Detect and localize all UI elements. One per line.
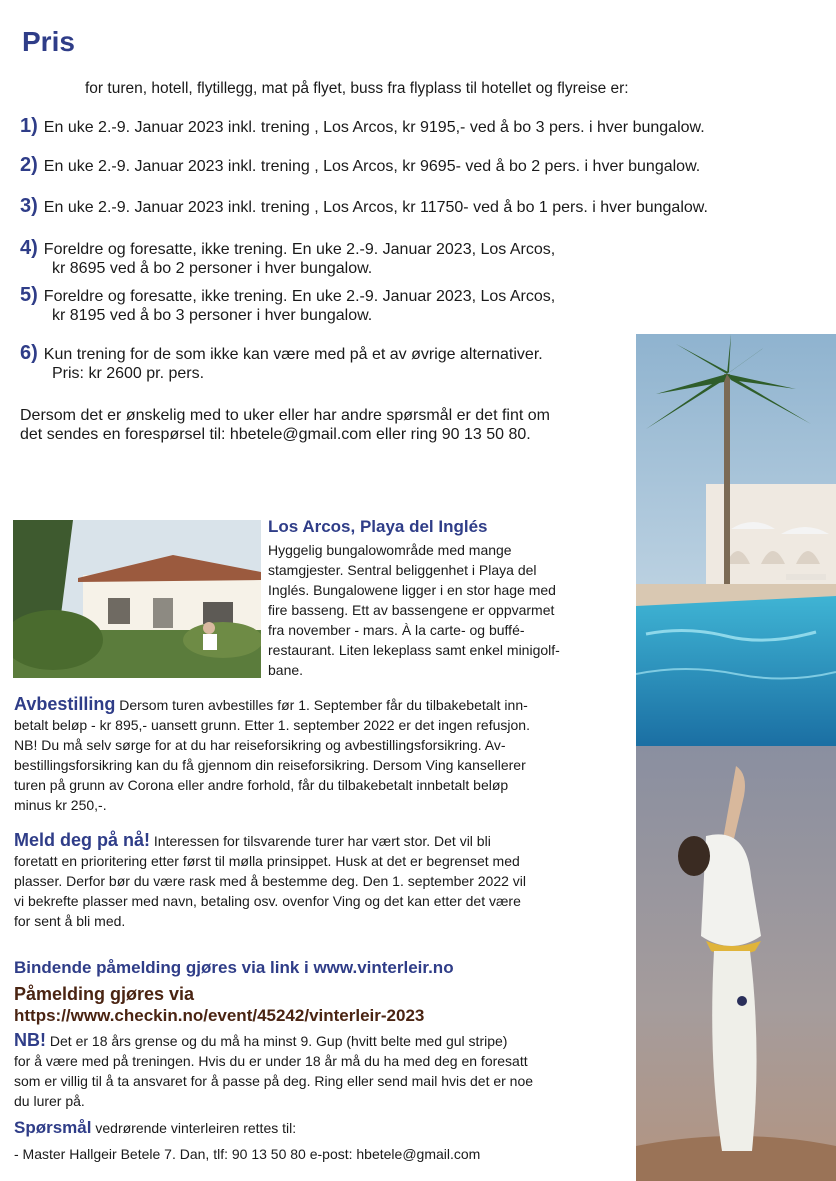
option-number: 1) — [20, 115, 38, 137]
karate-kick-photo — [636, 746, 836, 1181]
option-text: Foreldre og foresatte, ikke trening. En uke 2.-9. Januar 2023, Los Arcos, — [43, 288, 556, 305]
hotel-heading: Los Arcos, Playa del Inglés — [268, 517, 488, 536]
questions-section — [14, 1118, 296, 1138]
contact-note — [20, 406, 550, 444]
page-title: Pris — [22, 26, 75, 57]
cancellation-line: bestillingsforsikring kan du få gjennom din reiseforsikring. Dersom Ving kansellerer — [14, 757, 526, 773]
nb-line: som er villig til å ta ansvaret for å passe på deg. Ring eller send mail hvis det er noe — [14, 1073, 534, 1089]
cancellation-line: minus kr 250,-. — [14, 797, 107, 813]
option-text: En uke 2.-9. Januar 2023 inkl. trening , Los Arcos, kr 9195,- ved å bo 3 pers. i hver bungalow. — [43, 119, 705, 136]
option-text: kr 8195 ved å bo 3 personer i hver bungalow. — [52, 307, 373, 324]
signup-label: Meld deg på nå! — [14, 830, 151, 850]
cancellation-label: Avbestilling — [14, 694, 116, 714]
binding-registration: Bindende påmelding gjøres via link i www.vinterleir.no — [14, 958, 454, 977]
register-label: Påmelding gjøres via — [14, 984, 195, 1004]
signup-text: Interessen for tilsvarende turer har vært stor. Det vil bli — [150, 833, 491, 849]
nb-text: Det er 18 års grense og du må ha minst 9. Gup (hvitt belte med gul stripe) — [46, 1033, 508, 1049]
nb-line: for å være med på treningen. Hvis du er under 18 år må du ha med deg en foresatt — [14, 1053, 528, 1069]
signup-line: foretatt en prioritering etter først til mølla prinsippet. Husk at det er begrenset med — [14, 853, 520, 869]
option-3 — [20, 197, 708, 217]
hotel-line: stamgjester. Sentral beliggenhet i Playa del — [268, 562, 537, 578]
contact-line: - Master Hallgeir Betele 7. Dan, tlf: 90 13 50 80 e-post: hbetele@gmail.com — [14, 1146, 481, 1162]
nb-line: du lurer på. — [14, 1093, 85, 1109]
option-text: En uke 2.-9. Januar 2023 inkl. trening , Los Arcos, kr 11750- ved å bo 1 pers. i hver bungalow. — [43, 199, 708, 216]
cancellation-text: Dersom turen avbestilles før 1. September får du tilbakebetalt inn- — [115, 697, 528, 713]
signup-line: vi bekrefte plasser med navn, betaling osv. ovenfor Ving og det kan etter det være — [14, 893, 521, 909]
cancellation-line: betalt beløp - kr 895,- uansett grunn. Etter 1. september 2022 er det ingen refusjon. — [14, 717, 530, 733]
option-1 — [20, 117, 705, 137]
nb-section — [14, 1030, 626, 1111]
register-link[interactable]: https://www.checkin.no/event/45242/vinterleir-2023 — [14, 1006, 425, 1025]
option-5 — [20, 286, 555, 325]
hotel-description — [268, 540, 560, 680]
signup-line: for sent å bli med. — [14, 913, 126, 929]
hotel-line: bane. — [268, 662, 304, 678]
option-number: 4) — [20, 237, 38, 259]
contact-note-line: Dersom det er ønskelig med to uker eller har andre spørsmål er det fint om — [20, 407, 550, 424]
option-text: Foreldre og foresatte, ikke trening. En uke 2.-9. Januar 2023, Los Arcos, — [43, 241, 556, 258]
option-text: En uke 2.-9. Januar 2023 inkl. trening , Los Arcos, kr 9695- ved å bo 2 pers. i hver bungalow. — [43, 158, 701, 175]
hotel-line: Hyggelig bungalowområde med mange — [268, 542, 512, 558]
hotel-line: fra november - mars. À la carte- og buffé- — [268, 622, 525, 638]
cancellation-section — [14, 694, 624, 815]
hotel-line: Inglés. Bungalowene ligger i en stor hage med — [268, 582, 556, 598]
cancellation-line: NB! Du må selv sørge for at du har reiseforsikring og avbestillingsforsikring. Av- — [14, 737, 506, 753]
pool-photo — [636, 334, 836, 746]
option-number: 5) — [20, 284, 38, 306]
questions-label: Spørsmål — [14, 1118, 92, 1137]
option-text: kr 8695 ved å bo 2 personer i hver bungalow. — [52, 260, 373, 277]
option-2 — [20, 156, 700, 176]
option-number: 6) — [20, 342, 38, 364]
option-text: Kun trening for de som ikke kan være med på et av øvrige alternativer. — [43, 346, 543, 363]
hotel-photo — [13, 520, 261, 678]
option-number: 3) — [20, 195, 38, 217]
option-4 — [20, 239, 555, 278]
questions-text: vedrørende vinterleiren rettes til: — [91, 1120, 297, 1136]
signup-line: plasser. Derfor bør du være rask med å bestemme deg. Den 1. september 2022 vil — [14, 873, 527, 889]
contact-note-line: det sendes en forespørsel til: hbetele@gmail.com eller ring 90 13 50 80. — [20, 426, 531, 443]
hotel-line: fire basseng. Ett av bassengene er oppvarmet — [268, 602, 555, 618]
intro-text: for turen, hotell, flytillegg, mat på flyet, buss fra flyplass til hotellet og flyreise er: — [85, 80, 629, 97]
nb-label: NB! — [14, 1030, 46, 1050]
option-number: 2) — [20, 154, 38, 176]
signup-section — [14, 830, 624, 931]
cancellation-line: turen på grunn av Corona eller andre forhold, får du tilbakebetalt innbetalt beløp — [14, 777, 509, 793]
option-text: Pris: kr 2600 pr. pers. — [52, 365, 205, 382]
option-6 — [20, 344, 543, 383]
hotel-line: restaurant. Liten lekeplass samt enkel minigolf- — [268, 642, 560, 658]
